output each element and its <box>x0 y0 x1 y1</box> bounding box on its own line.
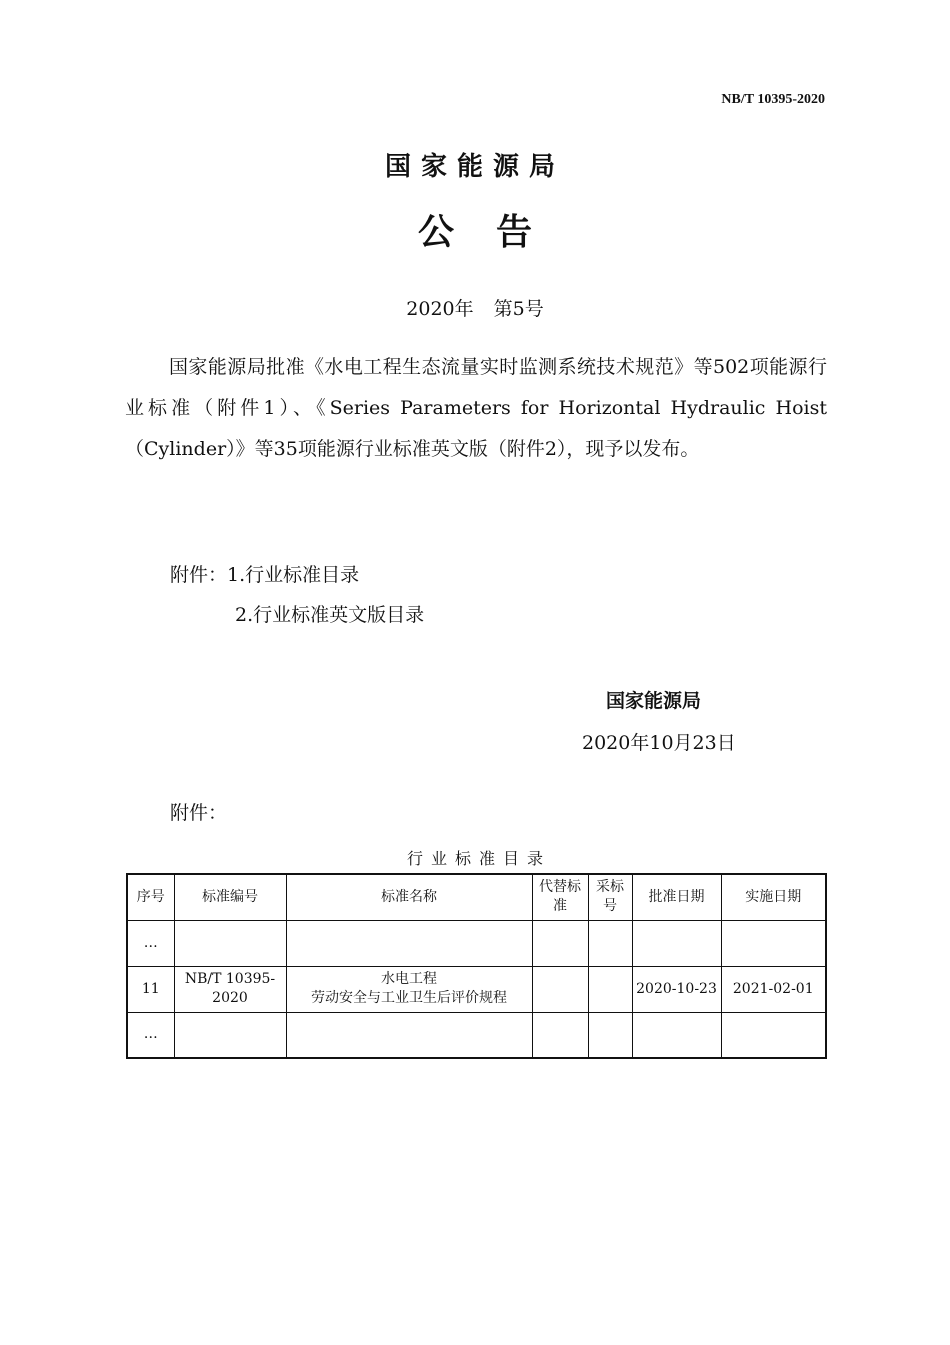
cell-implement <box>721 920 826 966</box>
attachment-label: 附件： <box>170 802 228 824</box>
cell-replace <box>532 966 588 1012</box>
cell-name-line1: 水电工程 <box>381 971 437 987</box>
col-header-adopt: 采标号 <box>588 874 632 920</box>
cell-implement: 2021-02-01 <box>721 966 826 1012</box>
col-header-approve: 批准日期 <box>632 874 721 920</box>
attachments-line-1: 附件：1.行业标准目录 <box>170 564 360 586</box>
cell-name <box>286 920 532 966</box>
cell-replace <box>532 1012 588 1058</box>
cell-code <box>174 1012 286 1058</box>
cell-seq: 11 <box>127 966 174 1012</box>
cell-name <box>286 966 532 1012</box>
notice-body: 国家能源局批准《水电工程生态流量实时监测系统技术规范》等502项能源行业标准（附件1）、《Series Parameters for Horizontal Hydraulic Hoist（Cylinder）》等35项能源行业标准英文版（附件2），现予以发布。 <box>125 356 827 460</box>
cell-code: NB/T 10395-2020 <box>174 966 286 1012</box>
cell-approve: 2020-10-23 <box>632 966 721 1012</box>
col-header-seq: 序号 <box>127 874 174 920</box>
notice-issue: 第5号 <box>493 298 544 320</box>
col-header-code: 标准编号 <box>174 874 286 920</box>
cell-approve <box>632 920 721 966</box>
cell-replace <box>532 920 588 966</box>
table-header-row <box>127 874 826 920</box>
agency-heading: 国家能源局 <box>384 152 565 182</box>
cell-seq: … <box>127 1012 174 1058</box>
cell-adopt <box>588 1012 632 1058</box>
cell-implement <box>721 1012 826 1058</box>
cell-name <box>286 1012 532 1058</box>
signature-org: 国家能源局 <box>606 690 702 712</box>
cell-seq: … <box>127 920 174 966</box>
notice-year: 2020年 <box>406 298 474 320</box>
table-row <box>127 966 826 1012</box>
table-row <box>127 920 826 966</box>
table-title: 行业标准目录 <box>406 849 551 868</box>
col-header-name: 标准名称 <box>286 874 532 920</box>
cell-name-line2: 劳动安全与工业卫生后评价规程 <box>311 990 507 1006</box>
cell-adopt <box>588 920 632 966</box>
cell-adopt <box>588 966 632 1012</box>
notice-number <box>0 294 950 321</box>
standards-table <box>126 873 827 1059</box>
col-header-replace: 代替标准 <box>532 874 588 920</box>
attachments-line-2: 2.行业标准英文版目录 <box>235 604 425 626</box>
table-row <box>127 1012 826 1058</box>
col-header-implement: 实施日期 <box>721 874 826 920</box>
cell-code <box>174 920 286 966</box>
notice-title: 公告 <box>417 212 574 253</box>
cell-approve <box>632 1012 721 1058</box>
signature-date: 2020年10月23日 <box>582 732 736 754</box>
standard-code: NB/T 10395-2020 <box>721 92 825 107</box>
